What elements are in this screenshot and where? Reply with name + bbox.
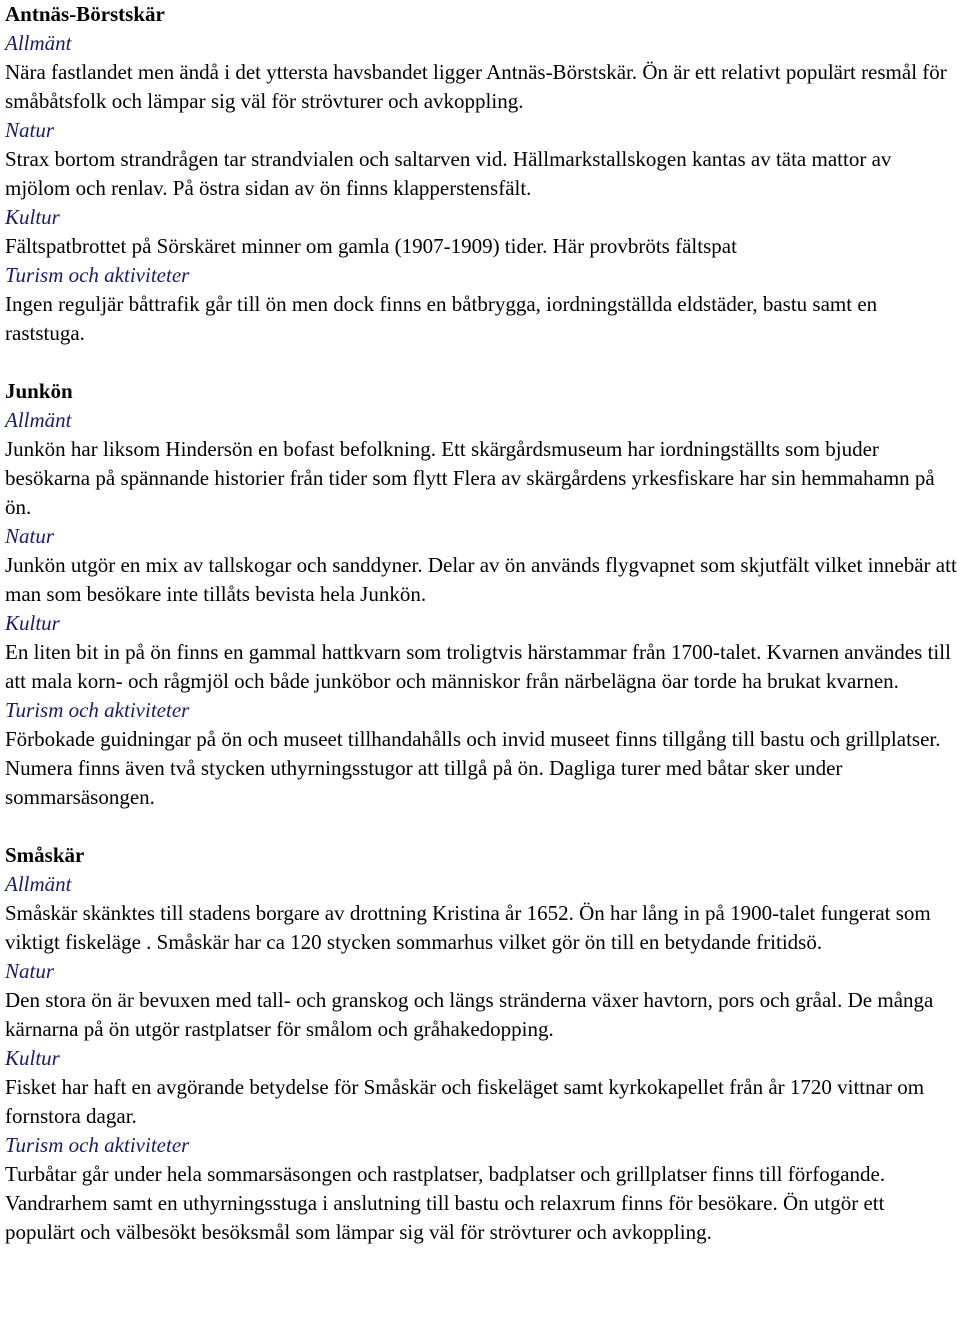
section-label-natur: Natur (5, 524, 55, 548)
section-label-turism: Turism och aktiviteter (5, 698, 190, 722)
island-title: Småskär (5, 843, 85, 867)
section-text-natur: Den stora ön är bevuxen med tall- och granskog och längs stränderna växer havtorn, pors och gråal. De många kärnarna på ön utgör rastplatser för smålom och gråhakedopping. (5, 988, 934, 1041)
section-text-allmant: Junkön har liksom Hindersön en bofast befolkning. Ett skärgårdsmuseum har iordningställts som bjuder besökarna på spännande historier från tider som flytt Flera av skärgårdens yrkesfiskare har sin hemmahamn på ön. (5, 437, 935, 519)
section-label-kultur: Kultur (5, 611, 60, 635)
section-text-natur: Junkön utgör en mix av tallskogar och sanddyner. Delar av ön används flygvapnet som skjutfält vilket innebär att man som besökare inte tillåts bevista hela Junkön. (5, 553, 957, 606)
section-text-natur: Strax bortom strandrågen tar strandvialen och saltarven vid. Hällmarkstallskogen kantas av täta mattor av mjölom och renlav. På östra sidan av ön finns klapperstensfält. (5, 147, 892, 200)
section-label-kultur: Kultur (5, 1046, 60, 1070)
section-label-allmant: Allmänt (5, 408, 72, 432)
section-text-kultur: En liten bit in på ön finns en gammal hattkvarn som troligtvis härstammar från 1700-talet. Kvarnen användes till att mala korn- och rågmjöl och både junköbor och människor från närbelägna öar torde ha brukat kvarnen. (5, 640, 951, 693)
section-text-turism: Förbokade guidningar på ön och museet tillhandahålls och invid museet finns tillgång till bastu och grillplatser. Numera finns även två stycken uthyrningsstugor att tillgå på ön. Dagliga turer med båtar sker under sommarsäsongen. (5, 727, 941, 809)
section-text-kultur: Fisket har haft en avgörande betydelse för Småskär och fiskeläget samt kyrkokapellet från år 1720 vittnar om fornstora dagar. (5, 1075, 925, 1128)
section-label-turism: Turism och aktiviteter (5, 1133, 190, 1157)
island-antnas-borstskar (5, 0, 960, 348)
island-title: Junkön (5, 379, 73, 403)
island-junkon (5, 377, 960, 812)
section-text-allmant: Småskär skänktes till stadens borgare av drottning Kristina år 1652. Ön har lång in på 1900-talet fungerat som viktigt fiskeläge . Småskär har ca 120 stycken sommarhus vilket gör ön till en betydande fritidsö. (5, 901, 931, 954)
section-label-allmant: Allmänt (5, 872, 72, 896)
section-label-kultur: Kultur (5, 205, 60, 229)
section-label-turism: Turism och aktiviteter (5, 263, 190, 287)
section-label-allmant: Allmänt (5, 31, 72, 55)
section-text-turism: Ingen reguljär båttrafik går till ön men dock finns en båtbrygga, iordningställda eldstäder, bastu samt en raststuga. (5, 292, 878, 345)
section-text-turism: Turbåtar går under hela sommarsäsongen och rastplatser, badplatser och grillplatser finns till förfogande. Vandrarhem samt en uthyrningsstuga i anslutning till bastu och relaxrum finns för besökare. Ön utgör ett populärt och välbesökt besöksmål som lämpar sig väl för strövturer och avkoppling. (5, 1162, 886, 1244)
section-label-natur: Natur (5, 118, 55, 142)
island-title: Antnäs-Börstskär (5, 2, 165, 26)
section-text-kultur: Fältspatbrottet på Sörskäret minner om gamla (1907-1909) tider. Här provbröts fältspat (5, 234, 737, 258)
section-label-natur: Natur (5, 959, 55, 983)
island-smaskar (5, 841, 960, 1247)
section-text-allmant: Nära fastlandet men ändå i det yttersta havsbandet ligger Antnäs-Börstskär. Ön är ett relativt populärt resmål för småbåtsfolk och lämpar sig väl för strövturer och avkoppling. (5, 60, 947, 113)
